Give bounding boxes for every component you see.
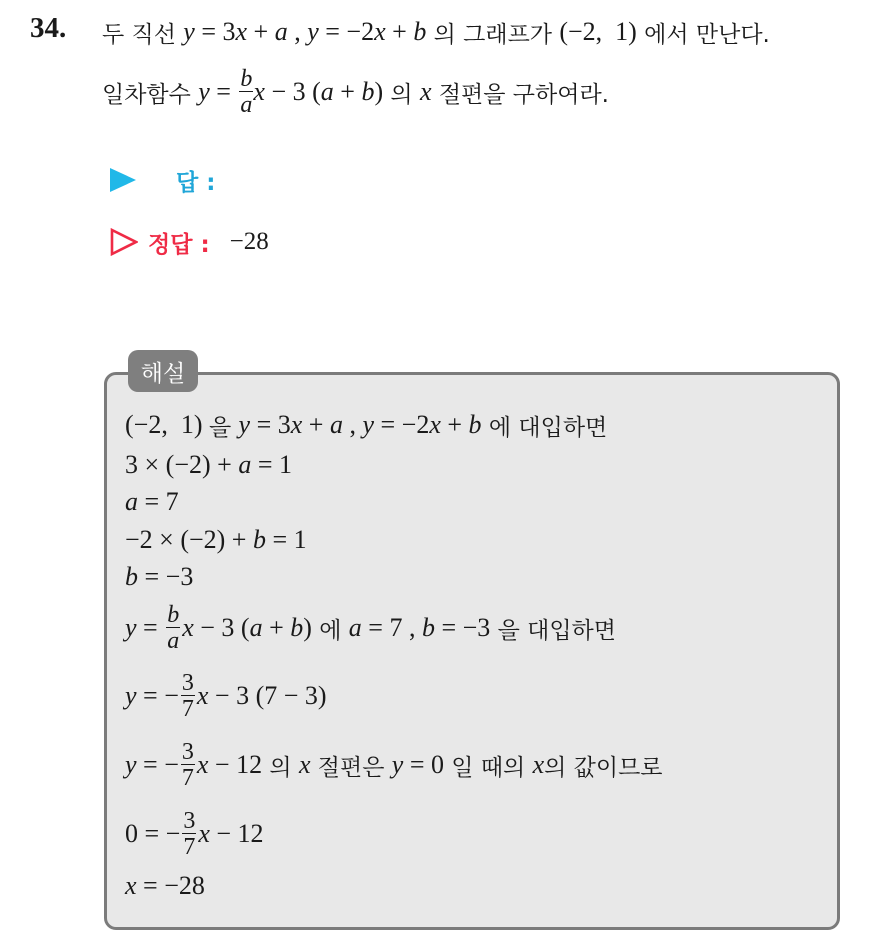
solution-tab: 해설: [128, 350, 198, 392]
text-segment: 의: [383, 81, 420, 108]
math-segment: = 7 ,: [361, 613, 422, 642]
fraction: [181, 671, 195, 721]
math-segment: = −3: [138, 562, 194, 591]
math-segment: y: [238, 410, 251, 439]
math-segment: 3 × (−2) +: [125, 450, 239, 479]
math-segment: = 3: [194, 17, 236, 46]
fraction-numerator: 3: [183, 808, 196, 834]
math-segment: 0 = −: [125, 819, 181, 848]
fraction-numerator: b: [240, 66, 253, 92]
correct-answer-label: 정답 :: [148, 231, 210, 258]
question-line-1: [102, 12, 770, 52]
solution-line: [125, 598, 616, 658]
math-segment: − 12: [209, 819, 264, 848]
text-segment: 일차함수: [102, 81, 199, 108]
math-segment: ): [374, 77, 384, 106]
math-segment: a: [238, 450, 252, 479]
text-segment: 을 대입하면: [490, 617, 616, 644]
math-segment: b: [413, 17, 427, 46]
text-segment: 절편을 구하여라.: [431, 81, 609, 108]
text-segment: 의 그래프가: [426, 21, 560, 48]
math-segment: =: [136, 613, 165, 642]
math-segment: = −3: [434, 613, 491, 642]
fraction-denominator: a: [240, 92, 253, 118]
math-segment: b: [468, 410, 482, 439]
text-segment: 의: [262, 754, 299, 781]
solution-line: [125, 866, 205, 906]
math-segment: a: [274, 17, 288, 46]
question-number: 34.: [30, 12, 67, 44]
fraction-denominator: a: [167, 628, 180, 654]
math-segment: +: [302, 410, 330, 439]
math-segment: (−2, 1): [125, 410, 209, 439]
math-segment: y: [307, 17, 319, 46]
math-segment: = 0: [403, 750, 444, 779]
math-segment: a: [249, 613, 263, 642]
text-segment: 의 값이므로: [544, 754, 663, 781]
math-segment: = 3: [250, 410, 291, 439]
text-segment: 절편은: [310, 754, 392, 781]
math-segment: a: [329, 410, 343, 439]
math-segment: +: [440, 410, 469, 439]
fraction-numerator: b: [167, 602, 180, 628]
math-segment: x: [235, 17, 248, 46]
math-segment: b: [290, 613, 304, 642]
math-segment: y: [125, 613, 137, 642]
math-segment: a: [320, 77, 334, 106]
solution-line: [125, 735, 663, 795]
math-segment: x: [196, 681, 209, 710]
text-segment: 두 직선: [102, 21, 184, 48]
math-segment: +: [333, 77, 362, 106]
math-segment: a: [125, 487, 138, 516]
text-segment: 에서 만난다.: [636, 21, 770, 48]
text-segment: 일 때의: [443, 754, 533, 781]
math-segment: x: [290, 410, 303, 439]
solution-line: [125, 557, 193, 597]
math-segment: ): [303, 613, 312, 642]
solution-line: [125, 482, 179, 522]
outline-triangle-icon: [110, 228, 138, 256]
math-segment: − 3 (: [264, 77, 321, 106]
math-segment: +: [247, 17, 275, 46]
solution-line: [125, 804, 264, 864]
math-segment: b: [125, 562, 138, 591]
math-segment: = 1: [265, 525, 307, 554]
math-segment: +: [385, 17, 414, 46]
math-segment: y: [198, 77, 210, 106]
math-segment: − 3 (: [193, 613, 250, 642]
fraction: [181, 740, 195, 790]
fraction: [166, 603, 180, 653]
math-segment: =: [209, 77, 238, 106]
fraction: [182, 809, 196, 859]
math-segment: x: [532, 750, 545, 779]
math-segment: = −: [136, 681, 179, 710]
solution-line: [125, 666, 327, 726]
fraction-numerator: 3: [181, 739, 194, 765]
math-segment: x: [298, 750, 311, 779]
answer-row: [110, 160, 215, 200]
fraction-denominator: 7: [181, 696, 194, 722]
math-segment: x: [198, 819, 210, 848]
text-segment: 에 대입하면: [481, 414, 608, 441]
math-segment: − 12: [208, 750, 263, 779]
math-segment: x: [419, 77, 432, 106]
math-segment: x: [429, 410, 441, 439]
math-segment: ,: [342, 410, 363, 439]
math-segment: y: [125, 681, 137, 710]
math-segment: x: [374, 17, 386, 46]
math-segment: (−2, 1): [559, 17, 637, 46]
fraction: [239, 67, 253, 117]
math-segment: b: [421, 613, 435, 642]
math-segment: b: [361, 77, 375, 106]
math-segment: −2 × (−2) +: [125, 525, 253, 554]
question-line-2: [102, 62, 609, 122]
correct-answer-value: −28: [229, 228, 269, 255]
math-segment: = −2: [374, 410, 430, 439]
math-segment: a: [348, 613, 362, 642]
math-segment: = 7: [138, 487, 179, 516]
math-segment: y: [362, 410, 374, 439]
solution-line: [125, 445, 292, 485]
math-segment: = −2: [318, 17, 375, 46]
filled-triangle-icon: [110, 168, 136, 192]
solution-line: [125, 520, 307, 560]
math-segment: y: [183, 17, 195, 46]
math-segment: x: [182, 613, 194, 642]
math-segment: y: [125, 750, 137, 779]
math-segment: y: [391, 750, 404, 779]
math-segment: x: [253, 77, 265, 106]
fraction-numerator: 3: [181, 670, 194, 696]
solution-line: [125, 405, 607, 445]
math-segment: +: [262, 613, 291, 642]
fraction-denominator: 7: [183, 834, 196, 860]
math-segment: = −: [136, 750, 179, 779]
answer-label: 답 :: [176, 169, 216, 196]
text-segment: 을: [208, 414, 239, 441]
text-segment: 에: [311, 617, 349, 644]
math-segment: x: [196, 750, 209, 779]
math-segment: = −28: [136, 871, 205, 900]
math-segment: − 3 (7 − 3): [208, 681, 327, 710]
correct-answer-row: [110, 222, 269, 262]
math-segment: x: [125, 871, 137, 900]
math-segment: ,: [287, 17, 308, 46]
math-segment: b: [252, 525, 266, 554]
fraction-denominator: 7: [181, 765, 194, 791]
math-segment: = 1: [251, 450, 292, 479]
